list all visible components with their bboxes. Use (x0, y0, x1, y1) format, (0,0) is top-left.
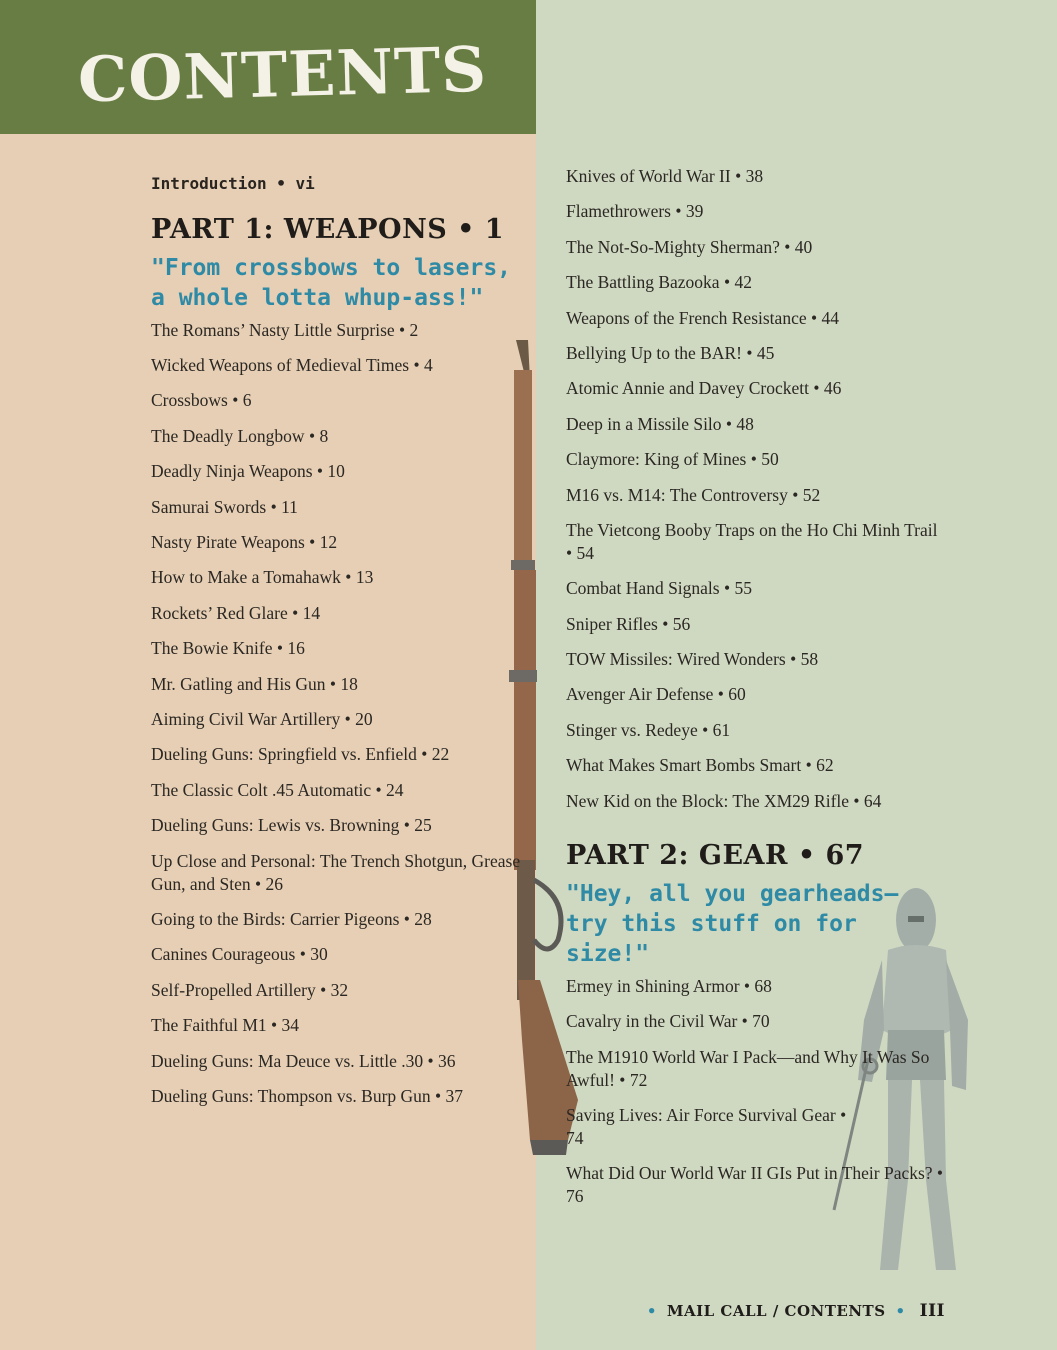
toc-entry[interactable]: The Deadly Longbow • 8 (151, 425, 329, 446)
part-2-quote: "Hey, all you gearheads—try this stuff on for size!" (566, 880, 899, 967)
toc-entry[interactable]: The Classic Colt .45 Automatic • 24 (151, 779, 404, 800)
toc-entry[interactable]: Sniper Rifles • 56 (566, 613, 691, 634)
toc-entry[interactable]: The Bowie Knife • 16 (151, 638, 305, 659)
part-2-heading[interactable]: PART 2: GEAR • 67 (566, 840, 865, 872)
toc-entry[interactable]: Claymore: King of Mines • 50 (566, 449, 779, 470)
toc-entry[interactable]: Bellying Up to the BAR! • 45 (566, 342, 775, 363)
toc-entry[interactable]: Rockets’ Red Glare • 14 (151, 602, 321, 623)
toc-entry[interactable]: Combat Hand Signals • 55 (566, 578, 752, 599)
toc-entry[interactable]: The M1910 World War I Pack—and Why It Was So Awful! • 72 (566, 1046, 930, 1090)
part-1-entries (151, 319, 531, 1108)
toc-entry[interactable]: Stinger vs. Redeye • 61 (566, 719, 731, 740)
toc-entry[interactable]: Ermey in Shining Armor • 68 (566, 975, 772, 996)
toc-entry[interactable]: The Faithful M1 • 34 (151, 1015, 300, 1036)
toc-entry[interactable]: Deadly Ninja Weapons • 10 (151, 461, 345, 482)
toc-entry[interactable]: The Vietcong Booby Traps on the Ho Chi Minh Trail • 54 (566, 519, 938, 563)
contents-left-column (151, 174, 531, 1120)
toc-entry[interactable]: Self-Propelled Artillery • 32 (151, 979, 349, 1000)
toc-entry[interactable]: Saving Lives: Air Force Survival Gear • 74 (566, 1104, 847, 1148)
toc-entry[interactable]: The Battling Bazooka • 42 (566, 272, 752, 293)
toc-entry[interactable]: Up Close and Personal: The Trench Shotgun, Grease Gun, and Sten • 26 (151, 850, 521, 894)
toc-entry[interactable]: Dueling Guns: Lewis vs. Browning • 25 (151, 815, 432, 836)
toc-entry[interactable]: Cavalry in the Civil War • 70 (566, 1011, 770, 1032)
toc-entry[interactable]: Avenger Air Defense • 60 (566, 684, 746, 705)
page-title: CONTENTS (77, 32, 488, 117)
toc-entry[interactable]: Flamethrowers • 39 (566, 201, 704, 222)
toc-entry[interactable]: Dueling Guns: Ma Deuce vs. Little .30 • 36 (151, 1050, 456, 1071)
bullet-icon: • (646, 1302, 657, 1320)
toc-entry[interactable]: Weapons of the French Resistance • 44 (566, 307, 839, 328)
part-1-heading[interactable]: PART 1: WEAPONS • 1 (151, 214, 505, 245)
toc-entry[interactable]: The Not-So-Mighty Sherman? • 40 (566, 236, 813, 257)
page-number: III (919, 1301, 945, 1321)
toc-entry[interactable]: Aiming Civil War Artillery • 20 (151, 708, 373, 729)
toc-entry[interactable]: What Did Our World War II GIs Put in Their Packs? • 76 (566, 1163, 944, 1207)
toc-entry[interactable]: New Kid on the Block: The XM29 Rifle • 64 (566, 790, 882, 811)
toc-entry[interactable]: Samurai Swords • 11 (151, 496, 298, 517)
toc-entry[interactable]: Dueling Guns: Springfield vs. Enfield • 22 (151, 744, 450, 765)
toc-entry[interactable]: Knives of World War II • 38 (566, 166, 764, 186)
toc-entry[interactable]: Nasty Pirate Weapons • 12 (151, 532, 338, 553)
toc-entry[interactable]: The Romans’ Nasty Little Surprise • 2 (151, 319, 419, 340)
toc-entry[interactable]: Mr. Gatling and His Gun • 18 (151, 673, 358, 694)
contents-right-column (566, 165, 946, 1221)
intro-entry[interactable]: Introduction • vi (151, 174, 315, 193)
toc-entry[interactable]: Going to the Birds: Carrier Pigeons • 28 (151, 908, 432, 929)
footer-label: MAIL CALL / CONTENTS (666, 1302, 886, 1320)
toc-entry[interactable]: TOW Missiles: Wired Wonders • 58 (566, 649, 819, 670)
toc-entry[interactable]: M16 vs. M14: The Controversy • 52 (566, 484, 821, 505)
toc-entry[interactable]: What Makes Smart Bombs Smart • 62 (566, 755, 834, 776)
part-1-entries-continued (566, 165, 946, 813)
toc-entry[interactable]: Canines Courageous • 30 (151, 944, 328, 965)
toc-entry[interactable]: How to Make a Tomahawk • 13 (151, 567, 374, 588)
toc-entry[interactable]: Wicked Weapons of Medieval Times • 4 (151, 355, 433, 376)
toc-entry[interactable]: Atomic Annie and Davey Crockett • 46 (566, 378, 842, 399)
page-footer (637, 1301, 945, 1321)
bullet-icon: • (895, 1302, 906, 1320)
toc-entry[interactable]: Crossbows • 6 (151, 390, 252, 411)
part-1-quote: "From crossbows to lasers, a whole lotta whup-ass!" (151, 254, 512, 311)
contents-banner (0, 0, 536, 134)
toc-entry[interactable]: Deep in a Missile Silo • 48 (566, 413, 754, 434)
toc-entry[interactable]: Dueling Guns: Thompson vs. Burp Gun • 37 (151, 1085, 464, 1106)
part-2-entries (566, 975, 946, 1209)
